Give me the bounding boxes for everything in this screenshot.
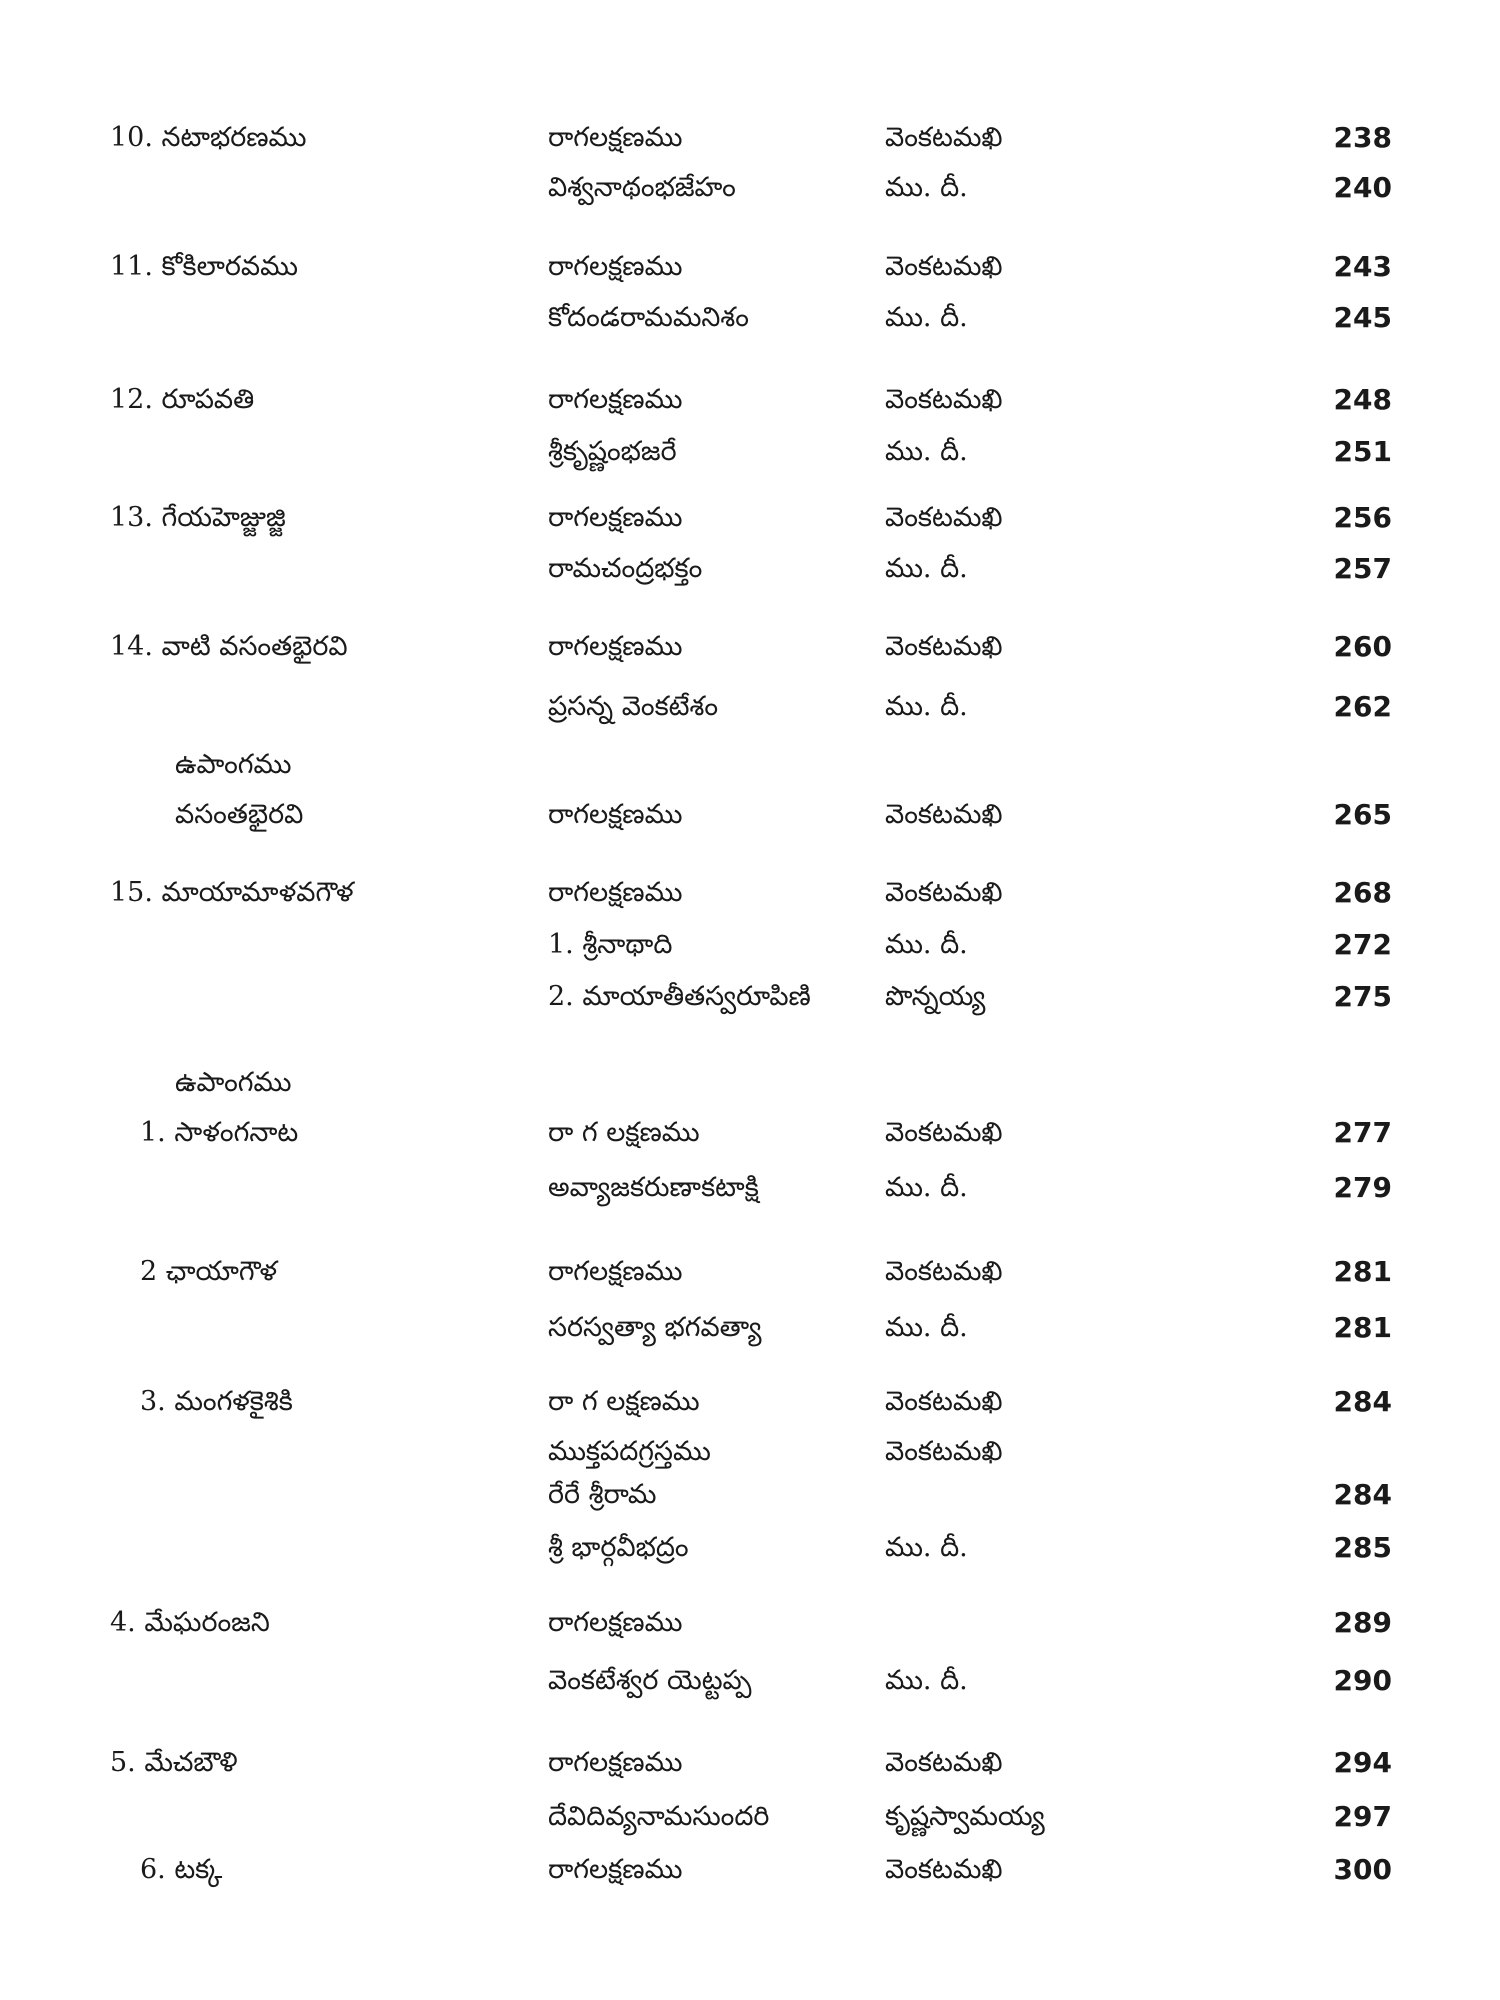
entry-page: 257	[1333, 552, 1392, 585]
toc-row	[0, 493, 1500, 543]
entry-page: 285	[1333, 1531, 1392, 1564]
entry-composer: వెంకటమఖి	[885, 251, 1003, 282]
entry-composer: ము. దీ.	[885, 691, 968, 722]
entry-composition: రాగలక్షణము	[548, 1607, 683, 1638]
entry-title: ఉపాంగము	[175, 749, 292, 780]
entry-composer: పొన్నయ్య	[885, 981, 986, 1012]
entry-page: 281	[1333, 1255, 1392, 1288]
toc-row	[0, 427, 1500, 477]
entry-composition: రాగలక్షణము	[548, 502, 683, 533]
entry-composition: 1. శ్రీనాథాది	[548, 929, 673, 960]
toc-row	[0, 293, 1500, 343]
entry-page: 284	[1333, 1478, 1392, 1511]
entry-page: 297	[1333, 1800, 1392, 1833]
entry-page: 248	[1333, 383, 1392, 416]
entry-title: వసంతభైరవి	[175, 799, 304, 830]
entry-page: 245	[1333, 301, 1392, 334]
toc-row	[0, 1738, 1500, 1788]
entry-composition: రామచంద్రభక్తం	[548, 553, 703, 584]
toc-row	[0, 242, 1500, 292]
entry-composition: శ్రీకృష్ణంభజరే	[548, 436, 677, 467]
entry-page: 251	[1333, 435, 1392, 468]
entry-composer: కృష్ణస్వామయ్య	[885, 1801, 1045, 1832]
toc-row	[0, 972, 1500, 1022]
entry-composition: వెంకటేశ్వర యెట్టప్ప	[548, 1665, 752, 1696]
entry-page: 240	[1333, 171, 1392, 204]
entry-page: 238	[1333, 121, 1392, 154]
toc-row	[0, 920, 1500, 970]
toc-row	[0, 1303, 1500, 1353]
entry-composer: వెంకటమఖి	[885, 1747, 1003, 1778]
entry-page: 281	[1333, 1311, 1392, 1344]
entry-composer: వెంకటమఖి	[885, 1256, 1003, 1287]
toc-row	[0, 1845, 1500, 1895]
entry-composer: ము. దీ.	[885, 1312, 968, 1343]
entry-composer: ము. దీ.	[885, 1532, 968, 1563]
entry-composition: విశ్వనాథంభజేహం	[548, 172, 736, 203]
toc-row	[0, 1523, 1500, 1573]
toc-row	[0, 1163, 1500, 1213]
entry-composer: ము. దీ.	[885, 1172, 968, 1203]
entry-composition: రాగలక్షణము	[548, 1747, 683, 1778]
entry-page: 300	[1333, 1853, 1392, 1886]
entry-composer: వెంకటమఖి	[885, 122, 1003, 153]
entry-title: 1. సాళంగనాట	[140, 1117, 299, 1148]
entry-composition: రాగలక్షణము	[548, 251, 683, 282]
toc-row	[0, 1470, 1500, 1520]
toc-row	[0, 1377, 1500, 1427]
entry-page: 256	[1333, 501, 1392, 534]
toc-row	[0, 1792, 1500, 1842]
entry-title: ఉపాంగము	[175, 1067, 292, 1098]
entry-composer: వెంకటమఖి	[885, 1854, 1003, 1885]
entry-title: 14. వాటి వసంతభైరవి	[110, 631, 348, 662]
entry-page: 279	[1333, 1171, 1392, 1204]
entry-page: 294	[1333, 1746, 1392, 1779]
entry-composition: ముక్తపదగ్రస్తము	[548, 1436, 711, 1467]
entry-composer: వెంకటమఖి	[885, 799, 1003, 830]
entry-composer: వెంకటమఖి	[885, 877, 1003, 908]
toc-row	[0, 163, 1500, 213]
entry-title: 2 ఛాయాగౌళ	[140, 1256, 278, 1287]
entry-composition: కోదండరామమనిశం	[548, 302, 749, 333]
entry-title: 11. కోకిలారవము	[110, 251, 298, 282]
entry-composer: ము. దీ.	[885, 302, 968, 333]
entry-composer: ము. దీ.	[885, 553, 968, 584]
entry-page: 243	[1333, 250, 1392, 283]
entry-composition: రాగలక్షణము	[548, 1854, 683, 1885]
entry-composition: శ్రీ భార్గవీభద్రం	[548, 1532, 689, 1563]
entry-page: 265	[1333, 798, 1392, 831]
entry-composition: 2. మాయాతీతస్వరూపిణి	[548, 981, 811, 1012]
entry-page: 290	[1333, 1664, 1392, 1697]
toc-row	[0, 868, 1500, 918]
entry-composition: రాగలక్షణము	[548, 877, 683, 908]
entry-page: 262	[1333, 690, 1392, 723]
entry-composer: వెంకటమఖి	[885, 1436, 1003, 1467]
toc-row	[0, 790, 1500, 840]
entry-composition: అవ్యాజకరుణాకటాక్షి	[548, 1172, 759, 1203]
entry-composition: రా గ లక్షణము	[548, 1386, 700, 1417]
entry-composition: రాగలక్షణము	[548, 384, 683, 415]
entry-page: 289	[1333, 1606, 1392, 1639]
entry-composer: వెంకటమఖి	[885, 384, 1003, 415]
entry-title: 12. రూపవతి	[110, 384, 255, 415]
entry-composer: వెంకటమఖి	[885, 1117, 1003, 1148]
entry-composition: రాగలక్షణము	[548, 122, 683, 153]
entry-composition: ప్రసన్న వెంకటేశం	[548, 691, 719, 722]
entry-composition: రాగలక్షణము	[548, 631, 683, 662]
toc-row	[0, 1656, 1500, 1706]
toc-row	[0, 1598, 1500, 1648]
entry-page: 272	[1333, 928, 1392, 961]
entry-page: 275	[1333, 980, 1392, 1013]
entry-page: 284	[1333, 1385, 1392, 1418]
entry-composition: రాగలక్షణము	[548, 1256, 683, 1287]
entry-page: 277	[1333, 1116, 1392, 1149]
entry-title: 3. మంగళకైశికి	[140, 1386, 293, 1417]
entry-composer: ము. దీ.	[885, 1665, 968, 1696]
entry-composer: ము. దీ.	[885, 172, 968, 203]
entry-composition: రేరే శ్రీరామ	[548, 1479, 657, 1510]
toc-row	[0, 544, 1500, 594]
entry-page: 268	[1333, 876, 1392, 909]
entry-composer: వెంకటమఖి	[885, 1386, 1003, 1417]
entry-title: 6. టక్క	[140, 1854, 223, 1885]
entry-composition: సరస్వత్యా భగవత్యా	[548, 1312, 762, 1343]
entry-composition: దేవిదివ్యనామసుందరి	[548, 1801, 770, 1832]
toc-row	[0, 113, 1500, 163]
entry-title: 15. మాయామాళవగౌళ	[110, 877, 354, 908]
entry-composition: రాగలక్షణము	[548, 799, 683, 830]
entry-title: 13. గేయహెజ్జుజ్జి	[110, 502, 286, 533]
entry-composer: వెంకటమఖి	[885, 502, 1003, 533]
toc-row	[0, 375, 1500, 425]
entry-page: 260	[1333, 630, 1392, 663]
toc-row	[0, 740, 1500, 790]
entry-composer: ము. దీ.	[885, 436, 968, 467]
toc-row	[0, 1108, 1500, 1158]
entry-title: 4. మేఘరంజని	[110, 1607, 270, 1638]
toc-row	[0, 682, 1500, 732]
entry-composer: వెంకటమఖి	[885, 631, 1003, 662]
entry-title: 10. నటాభరణము	[110, 122, 307, 153]
toc-row	[0, 1058, 1500, 1108]
entry-composition: రా గ లక్షణము	[548, 1117, 700, 1148]
toc-row	[0, 1247, 1500, 1297]
entry-title: 5. మేచబౌళి	[110, 1747, 238, 1778]
entry-composer: ము. దీ.	[885, 929, 968, 960]
toc-row	[0, 622, 1500, 672]
